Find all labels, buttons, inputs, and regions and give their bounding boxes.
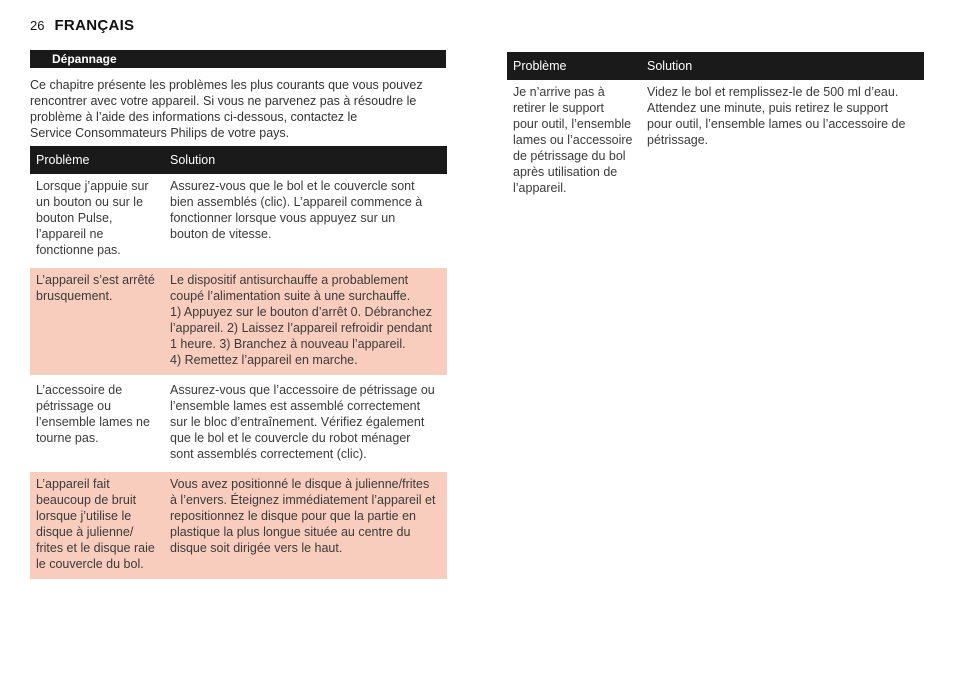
solution-line: bouton de vitesse. xyxy=(170,227,272,241)
solution-line: fonctionner lorsque vous appuyez sur un xyxy=(170,211,396,225)
problem-line: Lorsque j’appuie sur xyxy=(36,179,149,193)
problem-line: bouton Pulse, xyxy=(36,211,113,225)
problem-line: l’appareil. xyxy=(513,181,567,195)
intro-line: Ce chapitre présente les problèmes les plus courants que vous pouvez xyxy=(30,78,423,92)
troubleshooting-table-right xyxy=(507,52,924,203)
problem-line: brusquement. xyxy=(36,289,113,303)
solution-line: Assurez-vous que le bol et le couvercle sont xyxy=(170,179,415,193)
problem-line: L’appareil fait xyxy=(36,477,110,491)
table-row xyxy=(30,267,447,377)
problem-cell xyxy=(30,377,164,471)
solution-line: l’ensemble lames est assemblé correctement xyxy=(170,399,421,413)
table-body xyxy=(30,174,447,579)
problem-cell xyxy=(30,267,164,377)
solution-line: sur le bloc d’entraînement. Vérifiez également xyxy=(170,415,425,429)
page-header xyxy=(30,17,134,34)
problem-line: lorsque j’utilise le xyxy=(36,509,132,523)
intro-line: problème à l’aide des informations ci-dessous, contactez le xyxy=(30,110,358,124)
problem-line: l’ensemble lames ne xyxy=(36,415,150,429)
solution-line: bien assemblés (clic). L’appareil commence à xyxy=(170,195,423,209)
problem-line: tourne pas. xyxy=(36,431,99,445)
problem-line: lames ou l’accessoire xyxy=(513,133,633,147)
solution-line: sont assemblés correctement (clic). xyxy=(170,447,367,461)
problem-line: frites et le disque raie xyxy=(36,541,155,555)
intro-line: rencontrer avec votre appareil. Si vous ne parvenez pas à résoudre le xyxy=(30,94,417,108)
header-problem: Problème xyxy=(30,146,164,174)
header-solution: Solution xyxy=(164,146,447,174)
problem-line: après utilisation de xyxy=(513,165,618,179)
problem-line: l’appareil ne xyxy=(36,227,104,241)
problem-cell xyxy=(30,174,164,267)
solution-line: 1 heure. 3) Branchez à nouveau l’appareil. xyxy=(170,337,406,351)
header-problem: Problème xyxy=(507,52,641,80)
solution-line: repositionnez le disque pour que la partie en xyxy=(170,509,417,523)
problem-line: retirer le support xyxy=(513,101,605,115)
solution-cell xyxy=(164,377,447,471)
table-body xyxy=(507,80,924,203)
solution-line: que le bol et le couvercle du robot ménager xyxy=(170,431,411,445)
problem-line: pour outil, l’ensemble xyxy=(513,117,632,131)
problem-line: L’appareil s’est arrêté xyxy=(36,273,155,287)
solution-line: pour outil, l’ensemble lames ou l’accessoire de xyxy=(647,117,906,131)
solution-cell xyxy=(164,174,447,267)
table-row xyxy=(30,377,447,471)
table-row xyxy=(30,174,447,267)
header-solution: Solution xyxy=(641,52,924,80)
problem-line: un bouton ou sur le xyxy=(36,195,144,209)
solution-line: plastique la plus longue située au centre du xyxy=(170,525,411,539)
solution-line: à l’envers. Éteignez immédiatement l’appareil et xyxy=(170,493,436,507)
solution-line: coupé l’alimentation suite à une surchauffe. xyxy=(170,289,411,303)
problem-line: L’accessoire de xyxy=(36,383,123,397)
solution-cell xyxy=(164,471,447,580)
intro-paragraph xyxy=(30,77,446,141)
table-header-row xyxy=(507,52,924,80)
solution-line: Assurez-vous que l’accessoire de pétrissage ou xyxy=(170,383,435,397)
problem-cell xyxy=(507,80,641,203)
table-row xyxy=(507,80,924,203)
troubleshooting-table-left xyxy=(30,146,447,579)
page-number: 26 xyxy=(30,18,45,33)
problem-line: fonctionne pas. xyxy=(36,243,121,257)
problem-cell xyxy=(30,471,164,580)
solution-line: Le dispositif antisurchauffe a probablement xyxy=(170,273,409,287)
solution-line: Videz le bol et remplissez-le de 500 ml d’eau. xyxy=(647,85,899,99)
problem-line: beaucoup de bruit xyxy=(36,493,137,507)
problem-line: Je n’arrive pas à xyxy=(513,85,605,99)
section-title: Dépannage xyxy=(30,50,446,68)
solution-line: 1) Appuyez sur le bouton d’arrêt 0. Débranchez xyxy=(170,305,432,319)
problem-line: le couvercle du bol. xyxy=(36,557,144,571)
intro-line: Service Consommateurs Philips de votre pays. xyxy=(30,126,290,140)
language-heading: FRANÇAIS xyxy=(54,17,135,34)
solution-line: Attendez une minute, puis retirez le support xyxy=(647,101,889,115)
solution-line: 4) Remettez l’appareil en marche. xyxy=(170,353,358,367)
problem-line: de pétrissage du bol xyxy=(513,149,626,163)
problem-line: disque à julienne/ xyxy=(36,525,134,539)
table-header-row xyxy=(30,146,447,174)
solution-cell xyxy=(164,267,447,377)
table-row xyxy=(30,471,447,580)
solution-cell xyxy=(641,80,924,203)
solution-line: l’appareil. 2) Laissez l’appareil refroidir pendant xyxy=(170,321,432,335)
solution-line: Vous avez positionné le disque à julienne/frites xyxy=(170,477,430,491)
solution-line: pétrissage. xyxy=(647,133,709,147)
solution-line: disque soit dirigée vers le haut. xyxy=(170,541,343,555)
problem-line: pétrissage ou xyxy=(36,399,112,413)
